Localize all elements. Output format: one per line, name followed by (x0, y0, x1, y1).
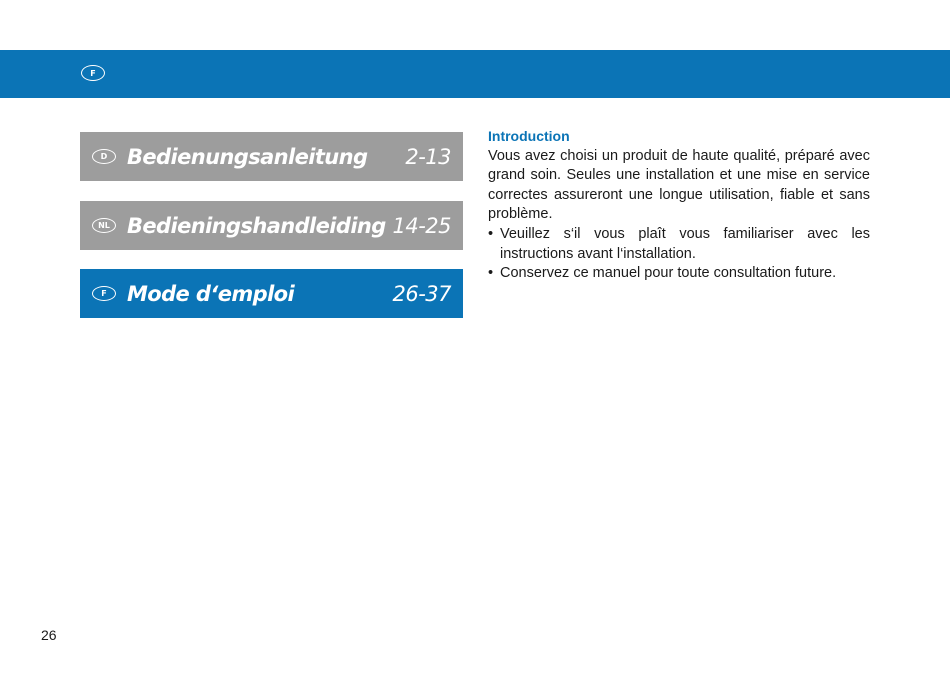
list-item (488, 264, 870, 284)
bullet-icon: • (488, 265, 494, 282)
language-code-badge: NL (92, 218, 116, 233)
section-link-french[interactable] (80, 269, 463, 318)
section-link-dutch[interactable] (80, 201, 463, 250)
list-item-text: Conservez ce manuel pour toute consultation future. (500, 265, 837, 282)
section-link-german[interactable] (80, 132, 463, 181)
list-item-text: Veuillez s‘il vous plaît vous familiariser avec les instructions avant l‘installation. (500, 225, 870, 262)
header-band (0, 50, 950, 98)
language-code-badge: F (92, 286, 116, 301)
section-pages: 14-25 (392, 213, 451, 238)
list-item (488, 225, 870, 264)
introduction-paragraph: Vous avez choisi un produit de haute qualité, préparé avec grand soin. Seules une installation et une mise en service correctes assureront une longue utilisation, fiable et sans problème. (488, 147, 870, 223)
introduction-section (488, 127, 870, 284)
page-number: 26 (41, 627, 57, 643)
instruction-list (488, 225, 870, 284)
language-code-badge: D (92, 149, 116, 164)
section-title: Bedienungsanleitung (127, 144, 368, 169)
section-pages: 26-37 (392, 281, 451, 306)
section-title: Bedieningshandleiding (127, 213, 386, 238)
section-title: Mode d‘emploi (127, 281, 295, 306)
bullet-icon: • (488, 225, 494, 242)
introduction-heading: Introduction (488, 128, 570, 144)
section-pages: 2-13 (405, 144, 451, 169)
language-code-badge: F (81, 65, 105, 81)
